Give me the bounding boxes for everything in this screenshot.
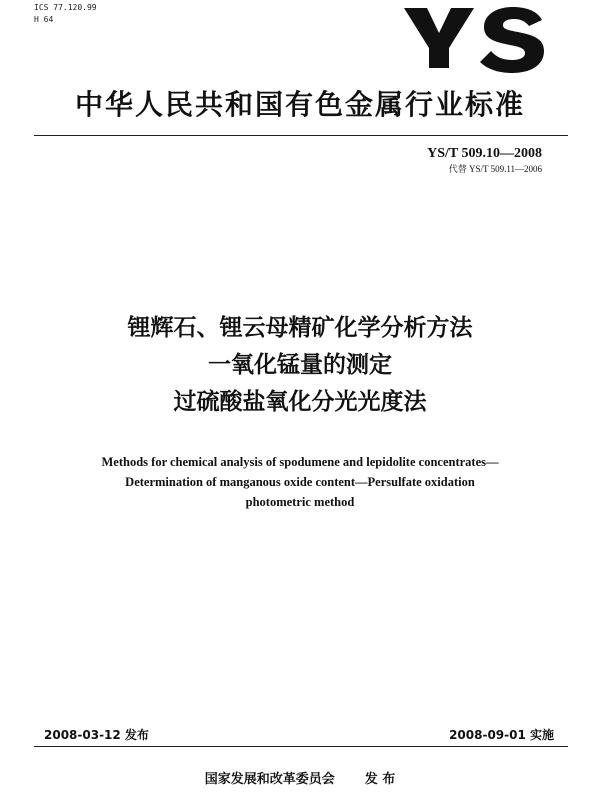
english-title [0,452,600,512]
replaces-standard: 代替 YS/T 509.11—2006 [448,164,542,174]
issue-date: 2008-03-12 发布 [44,728,149,742]
issuer-line [0,768,600,787]
implementation-date: 2008-09-01 实施 [449,728,554,742]
dates-row [44,726,554,743]
chinese-title-line-2: 一氧化锰量的测定 [208,352,392,378]
classification-codes [34,2,97,26]
footer-rule [34,746,568,747]
chinese-title-line-1: 锂辉石、锂云母精矿化学分析方法 [127,315,473,341]
chinese-title-line-3: 过硫酸盐氧化分光光度法 [173,389,427,415]
ics-code: ICS 77.120.99 [34,3,97,12]
english-title-line-1: Methods for chemical analysis of spodumene and lepidolite concentrates— [101,455,499,469]
ccs-code: H 64 [34,15,54,24]
organization-title: 中华人民共和国有色金属行业标准 [74,88,525,121]
ys-logo [400,0,550,75]
standard-number-block [427,145,542,175]
english-title-line-3: photometric method [245,495,355,509]
header-rule [34,135,568,136]
standard-number: YS/T 509.10—2008 [427,146,542,161]
english-title-line-2: Determination of manganous oxide content—Persulfate oxidation [125,475,475,489]
issuer-name: 国家发展和改革委员会 [204,772,335,787]
issuer-action: 发 布 [364,772,396,787]
chinese-title [0,310,600,421]
